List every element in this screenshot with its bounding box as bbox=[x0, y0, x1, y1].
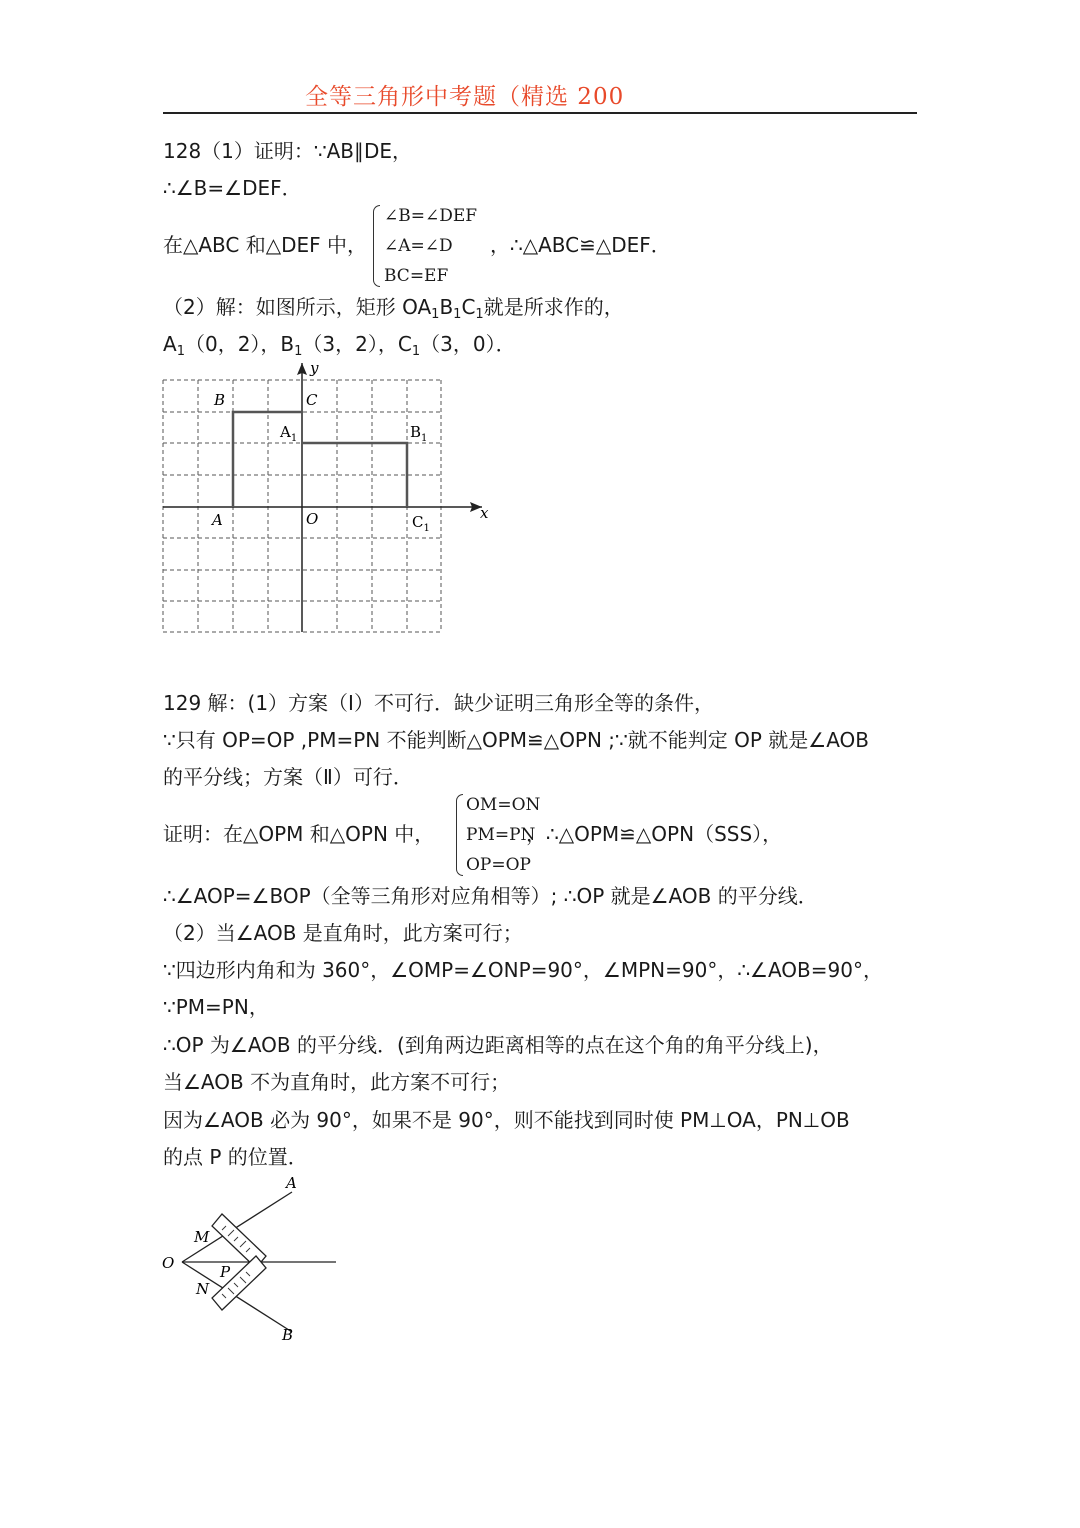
p128-line5-a: A bbox=[163, 332, 177, 356]
p129-line10: 当∠AOB 不为直角时，此方案不可行； bbox=[163, 1070, 511, 1094]
p129-line11: 因为∠AOB 必为 90°，如果不是 90°，则不能找到同时使 PM⊥OA，PN⊥OB bbox=[163, 1108, 850, 1132]
p129-line7: ∵四边形内角和为 360°，∠OMP=∠ONP=90°，∠MPN=90°，∴∠AOB=90°， bbox=[163, 958, 883, 982]
angle-bisector-figure bbox=[150, 1170, 360, 1350]
p129-line4-pre: 证明：在△OPM 和△OPN 中， bbox=[163, 822, 435, 846]
p128-line4-pre: （2）解：如图所示，矩形 OA bbox=[163, 295, 432, 319]
p128-system-brace bbox=[373, 205, 380, 287]
p129-line6: （2）当∠AOB 是直角时，此方案可行； bbox=[163, 921, 523, 945]
p129-line1: 129 解：(1）方案（Ⅰ）不可行．缺少证明三角形全等的条件， bbox=[163, 691, 714, 715]
label-b: B bbox=[282, 1326, 294, 1344]
p129-line5: ∴∠AOP=∠BOP（全等三角形对应角相等）; ∴OP 就是∠AOB 的平分线． bbox=[163, 884, 818, 908]
page-header-title: 全等三角形中考题（精选 200 bbox=[305, 84, 625, 110]
label-a1: $A_1$ bbox=[280, 423, 298, 444]
sub-1: 1 bbox=[475, 307, 484, 322]
label-b: B bbox=[214, 391, 226, 409]
p129-line2: ∵只有 OP=OP ,PM=PN 不能判断△OPM≌△OPN ;∵就不能判定 OP 就是∠AOB bbox=[163, 728, 870, 752]
label-o: O bbox=[162, 1254, 175, 1272]
p129-system-eq1: OM=ON bbox=[466, 795, 541, 815]
p128-system-eq2: ∠A=∠D bbox=[384, 236, 453, 256]
p128-line4-b: B bbox=[439, 295, 454, 319]
p129-system-eq2: PM=PN bbox=[466, 825, 536, 845]
sub-1: 1 bbox=[411, 344, 421, 359]
p128-line1: 128（1）证明：∵AB∥DE， bbox=[163, 139, 413, 163]
p128-line5-c: （3，2），C bbox=[302, 332, 412, 356]
axis-y-label: y bbox=[310, 359, 319, 377]
label-a: A bbox=[212, 511, 223, 529]
p128-system-eq3: BC=EF bbox=[384, 266, 449, 286]
p128-line4-post: 就是所求作的， bbox=[483, 295, 624, 319]
p129-line3: 的平分线；方案（Ⅱ）可行． bbox=[163, 765, 413, 789]
p129-system-brace bbox=[456, 794, 463, 876]
p128-line2: ∴∠B=∠DEF． bbox=[163, 176, 302, 200]
label-c1: $C_1$ bbox=[412, 513, 430, 534]
p129-system-eq3: OP=OP bbox=[466, 855, 531, 875]
label-m: M bbox=[194, 1228, 210, 1246]
coordinate-grid-figure bbox=[150, 355, 510, 645]
label-c: C bbox=[306, 391, 318, 409]
p128-line4-c: C bbox=[461, 295, 476, 319]
p128-system-eq1: ∠B=∠DEF bbox=[384, 206, 478, 226]
p128-line3-pre: 在△ABC 和△DEF 中， bbox=[163, 233, 368, 257]
p128-line5-d: （3，0）． bbox=[420, 332, 516, 356]
sub-1: 1 bbox=[453, 307, 462, 322]
p129-line12: 的点 P 的位置． bbox=[163, 1145, 308, 1169]
p129-line9: ∴OP 为∠AOB 的平分线．(到角两边距离相等的点在这个角的角平分线上)， bbox=[163, 1033, 833, 1057]
sub-1: 1 bbox=[431, 307, 440, 322]
p129-line4-post: ，∴△OPM≌△OPN（SSS）， bbox=[526, 822, 783, 846]
ray-oa bbox=[182, 1192, 292, 1262]
p128-line5-b: （0，2），B bbox=[184, 332, 295, 356]
label-n: N bbox=[196, 1280, 210, 1298]
p128-line3-post: ，∴△ABC≌△DEF． bbox=[490, 233, 671, 257]
origin-label: O bbox=[306, 510, 319, 528]
label-p: P bbox=[220, 1263, 231, 1281]
p128-line4 bbox=[163, 294, 624, 328]
sub-1: 1 bbox=[294, 344, 303, 359]
axis-x-label: x bbox=[480, 504, 489, 522]
label-a: A bbox=[286, 1174, 297, 1192]
header-divider bbox=[163, 112, 917, 114]
label-b1: $B_1$ bbox=[410, 423, 428, 444]
p129-line8: ∵PM=PN， bbox=[163, 995, 269, 1019]
sub-1: 1 bbox=[176, 344, 185, 359]
